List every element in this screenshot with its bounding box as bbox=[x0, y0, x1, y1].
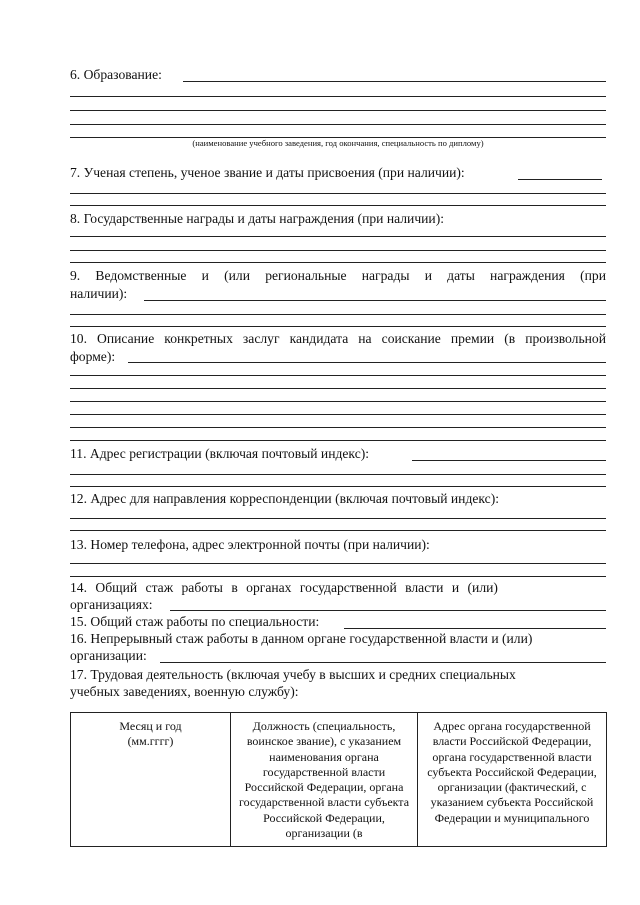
field-12-line[interactable] bbox=[70, 530, 606, 531]
field-10-line[interactable] bbox=[70, 388, 606, 389]
field-8-line[interactable] bbox=[70, 250, 606, 251]
field-6-line[interactable] bbox=[183, 81, 606, 82]
field-7-line[interactable] bbox=[70, 193, 606, 194]
work-history-table bbox=[70, 712, 607, 847]
field-12-line[interactable] bbox=[70, 518, 606, 519]
field-17-label: 17. Трудовая деятельность (включая учебу в высших и средних специальных bbox=[70, 667, 516, 682]
field-15-line[interactable] bbox=[344, 628, 606, 629]
field-6-label: 6. Образование: bbox=[70, 67, 162, 82]
table-header-row bbox=[71, 713, 607, 847]
field-14-label: 14. Общий стаж работы в органах государственной власти и (или) bbox=[70, 580, 498, 595]
field-13-line[interactable] bbox=[70, 563, 606, 564]
field-6-line[interactable] bbox=[70, 110, 606, 111]
field-12-label: 12. Адрес для направления корреспонденции (включая почтовый индекс): bbox=[70, 491, 500, 506]
field-9-label-line1: 9. Ведомственные и (или региональные награды и даты награждения (при bbox=[70, 268, 606, 283]
field-16-line[interactable] bbox=[160, 662, 606, 663]
field-11-line[interactable] bbox=[70, 474, 606, 475]
field-10-label-line1: 10. Описание конкретных заслуг кандидата на соискание премии (в произвольной bbox=[70, 331, 606, 346]
field-13-label: 13. Номер телефона, адрес электронной почты (при наличии): bbox=[70, 537, 430, 552]
field-9-line[interactable] bbox=[144, 300, 606, 301]
field-9-line[interactable] bbox=[70, 314, 606, 315]
field-14-line[interactable] bbox=[170, 610, 606, 611]
field-6-caption: (наименование учебного заведения, год окончания, специальность по диплому) bbox=[192, 138, 484, 148]
field-11-label: 11. Адрес регистрации (включая почтовый индекс): bbox=[70, 446, 370, 461]
field-10-line[interactable] bbox=[70, 401, 606, 402]
table-header-address: Адрес органа государственной власти Российской Федерации, органа государственной власти субъекта Российской Федерации, организации (фактический, с указанием субъекта Российской Федерации и муниципального bbox=[418, 713, 607, 847]
field-10-line[interactable] bbox=[70, 440, 606, 441]
field-8-line[interactable] bbox=[70, 236, 606, 237]
field-15-label: 15. Общий стаж работы по специальности: bbox=[70, 614, 320, 629]
field-10-line[interactable] bbox=[70, 375, 606, 376]
field-16-label: 16. Непрерывный стаж работы в данном органе государственной власти и (или) bbox=[70, 631, 533, 646]
field-7-line[interactable] bbox=[70, 205, 606, 206]
field-11-line[interactable] bbox=[412, 460, 606, 461]
field-10-label bbox=[70, 331, 606, 347]
field-9-line[interactable] bbox=[70, 326, 606, 327]
field-16-label-cont: организации: bbox=[70, 648, 147, 663]
field-7-line[interactable] bbox=[518, 179, 602, 180]
table-header-date: Месяц и год (мм.гггг) bbox=[71, 713, 231, 847]
field-10-label-cont: форме): bbox=[70, 349, 116, 364]
table-header-position: Должность (специальность, воинское звание), с указанием наименования органа государственной власти Российской Федерации, органа государственной власти субъекта Российской Федерации, организации (в bbox=[231, 713, 418, 847]
field-6-line[interactable] bbox=[70, 96, 606, 97]
field-13-line[interactable] bbox=[70, 576, 606, 577]
field-17-label-cont: учебных заведениях, военную службу): bbox=[70, 684, 299, 699]
field-10-line[interactable] bbox=[70, 427, 606, 428]
field-6-line[interactable] bbox=[70, 124, 606, 125]
field-9-label-cont: наличии): bbox=[70, 286, 128, 301]
field-11-line[interactable] bbox=[70, 486, 606, 487]
field-9-label bbox=[70, 268, 606, 284]
field-14-label-cont: организациях: bbox=[70, 597, 153, 612]
field-7-label: 7. Ученая степень, ученое звание и даты присвоения (при наличии): bbox=[70, 165, 465, 180]
field-8-line[interactable] bbox=[70, 262, 606, 263]
field-8-label: 8. Государственные награды и даты награждения (при наличии): bbox=[70, 211, 445, 226]
field-10-line[interactable] bbox=[70, 414, 606, 415]
field-10-line[interactable] bbox=[128, 362, 606, 363]
